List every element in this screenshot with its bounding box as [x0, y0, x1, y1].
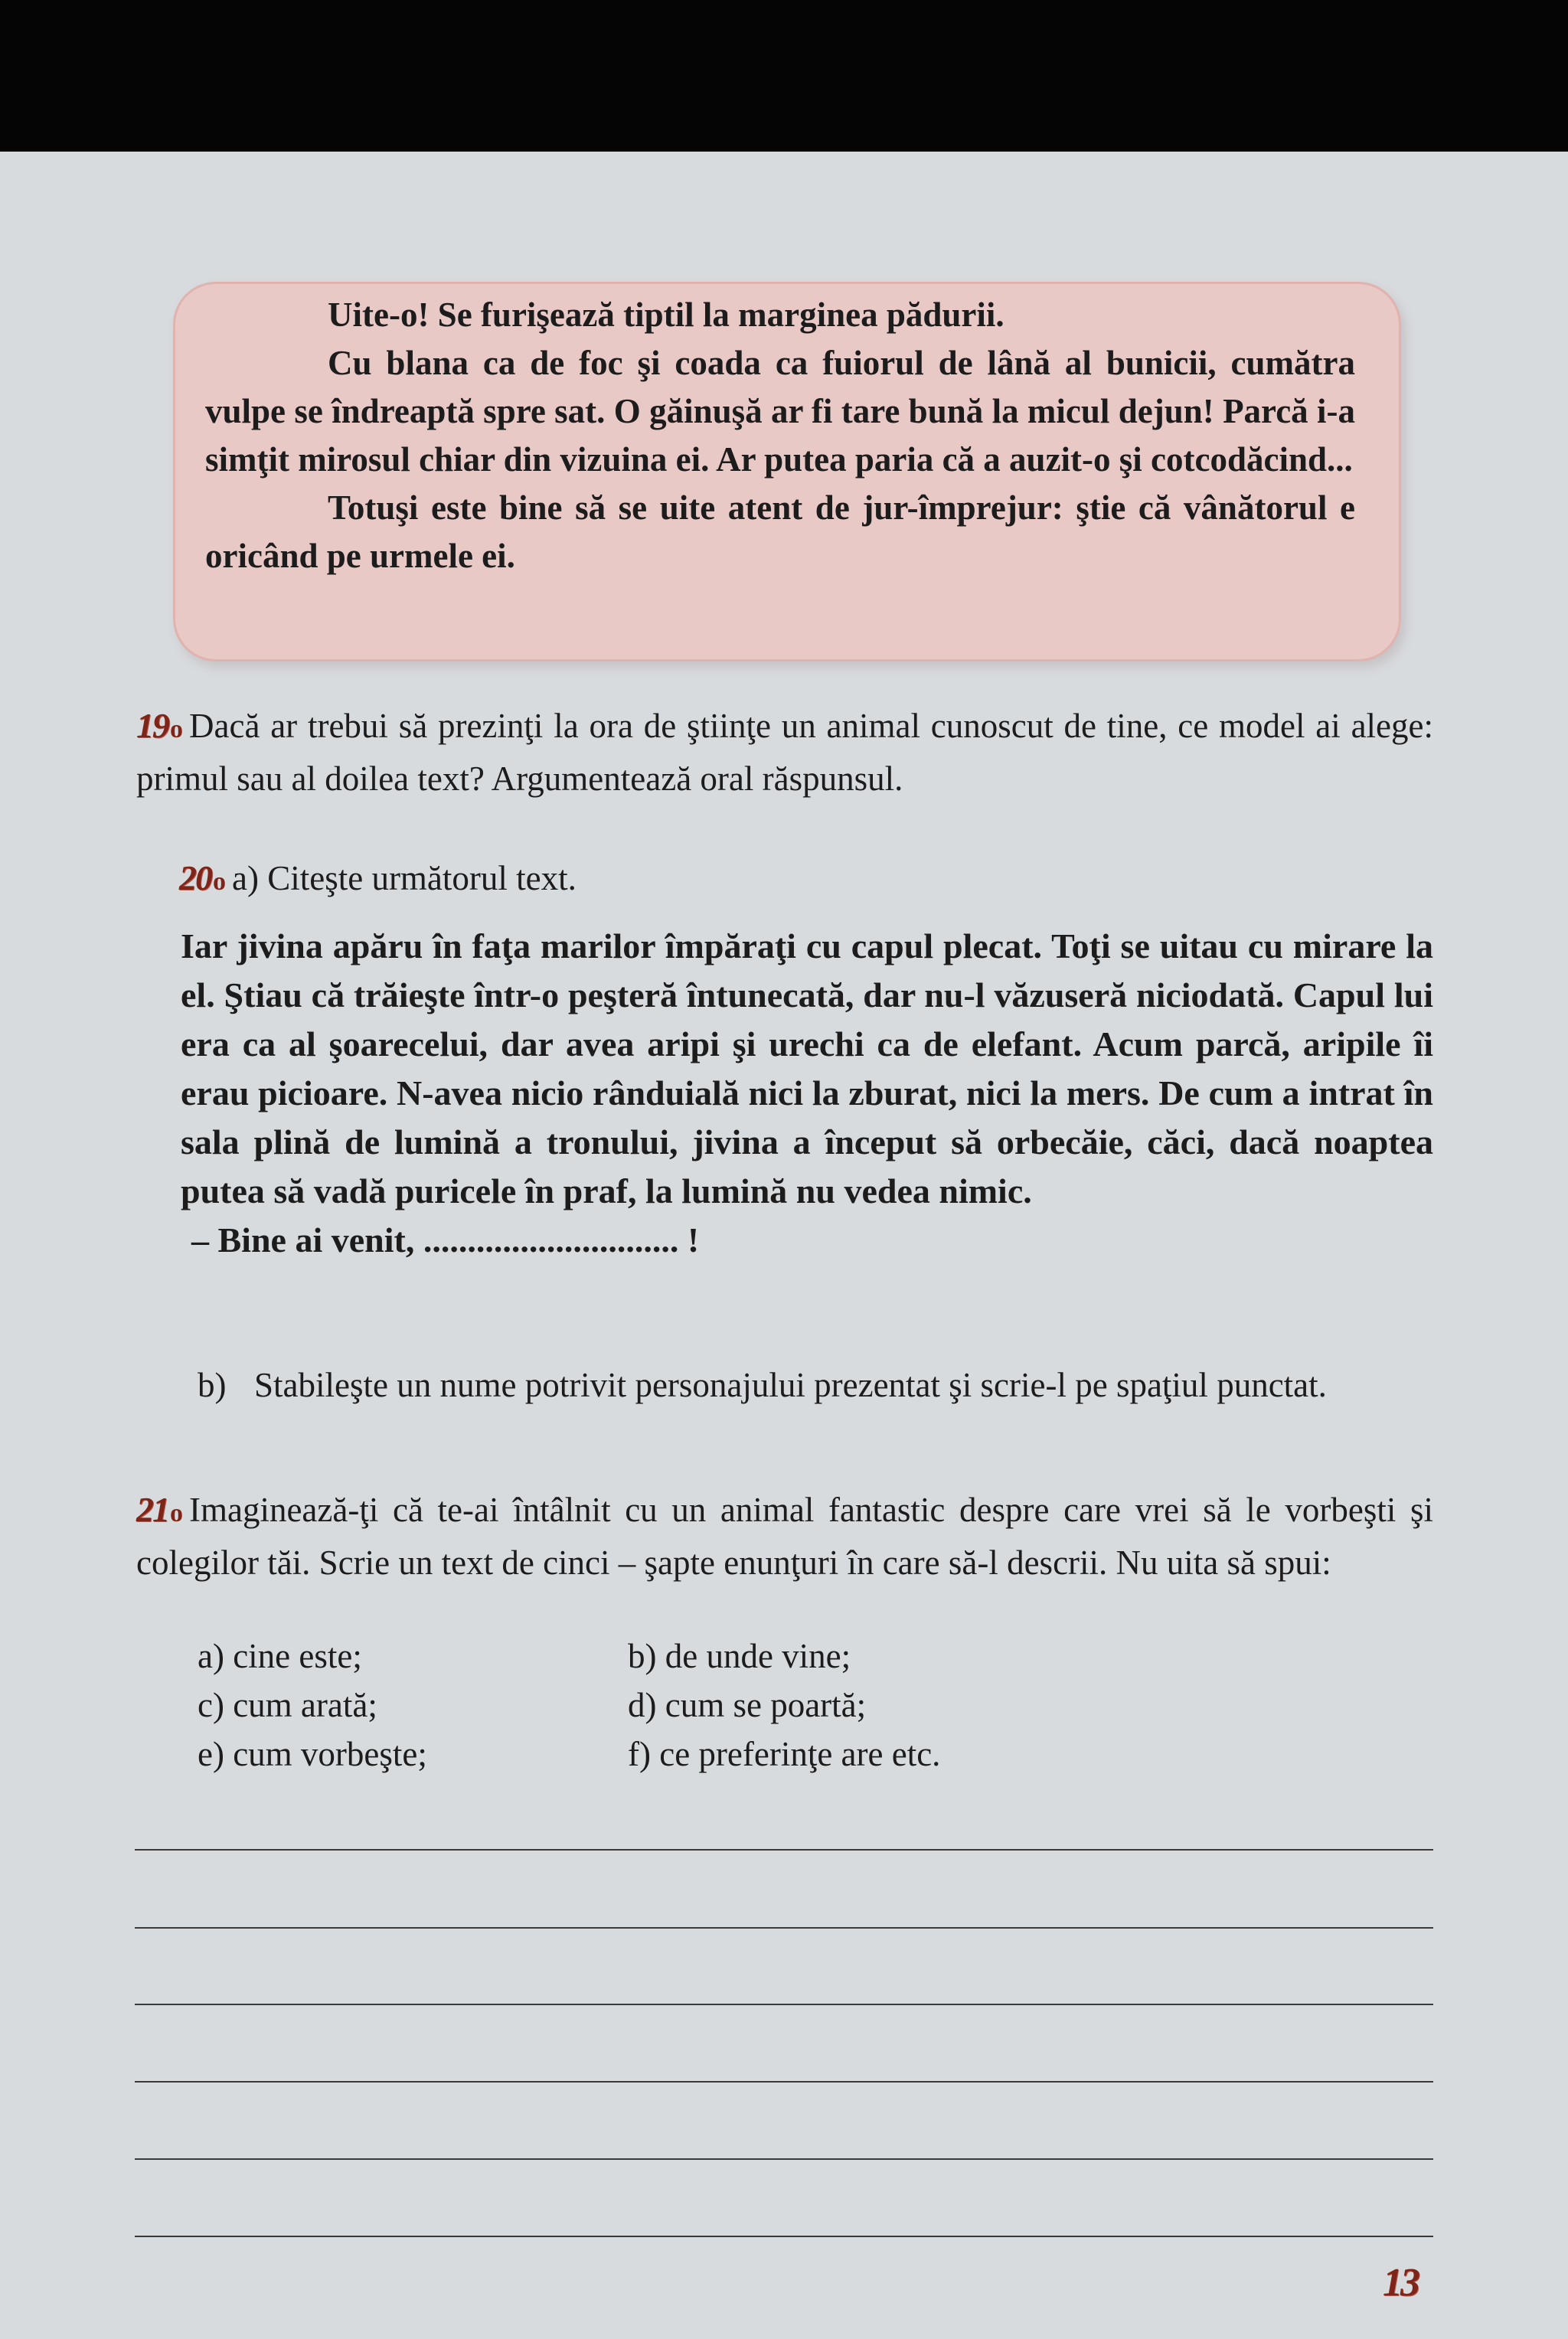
- exercise-19: 19o Dacă ar trebui să prezinţi la ora de ştiinţe un animal cunoscut de tine, ce model ai alege: primul sau al doilea text? Argumentează oral răspunsul.: [136, 701, 1433, 803]
- list-item: b) de unde vine;: [628, 1637, 851, 1675]
- fox-text: [205, 291, 1355, 580]
- fox-text-paragraph2: Cu blana ca de foc şi coada ca fuiorul de lână al bunicii, cumătra vulpe se îndreaptă spre sat. O găinuşă ar fi tare bună la micul dejun! Parcă i-a simţit mirosul chiar din vizuina ei. Ar putea paria că a auzit-o şi cotcodăcind...: [205, 344, 1355, 479]
- writing-line[interactable]: [135, 2158, 1433, 2160]
- list-item: c) cum arată;: [198, 1686, 377, 1724]
- writing-line[interactable]: [135, 2004, 1433, 2005]
- exercise-20-b-label: b): [198, 1366, 227, 1404]
- exercise-20-b-text: Stabileşte un nume potrivit personajului prezentat şi scrie-l pe spaţiul punctat.: [254, 1366, 1327, 1404]
- list-item: d) cum se poartă;: [628, 1686, 867, 1724]
- exercise-20-b: [198, 1361, 1433, 1410]
- scan-top-border: [0, 0, 1568, 152]
- exercise-19-number: 19: [136, 706, 168, 745]
- exercise-20-reading: [181, 922, 1433, 1265]
- exercise-21: 21o Imaginează-ţi că te-ai întâlnit cu un animal fantastic despre care vrei să le vorbeşti şi colegilor tăi. Scrie un text de cinci – şapte enunţuri în care să-l descrii. Nu uita să spui:: [136, 1485, 1433, 1587]
- writing-line[interactable]: [135, 1927, 1433, 1929]
- exercise-21-text: Imaginează-ţi că te-ai întâlnit cu un animal fantastic despre care vrei să le vorbeşti şi colegilor tăi. Scrie un text de cinci – şapte enunţuri în care să-l descrii. Nu uita să spui:: [136, 1491, 1433, 1582]
- list-item: a) cine este;: [198, 1637, 362, 1675]
- exercise-21-number: 21: [136, 1490, 168, 1529]
- writing-line[interactable]: [135, 2236, 1433, 2237]
- reading-dialog: – Bine ai venit, ............................. !: [191, 1220, 700, 1259]
- writing-line[interactable]: [135, 2081, 1433, 2083]
- writing-line[interactable]: [135, 1849, 1433, 1851]
- reading-text: Iar jivina apăru în faţa marilor împăraţi cu capul plecat. Toţi se uitau cu mirare la el. Ştiau că trăieşte într-o peşteră întunecată, dar nu-l văzuseră niciodată. Capul lui era ca al şoarecelui, dar avea aripi şi urechi ca de elefant. Acum parcă, aripile îi erau picioare. N-avea nicio rânduială nici la zburat, nici la mers. De cum a intrat în sala plină de lumină a tronului, jivina a început să orbecăie, căci, dacă noaptea putea să vadă puricele în praf, la lumină nu vedea nimic.: [181, 926, 1433, 1210]
- page-number: 13: [1383, 2261, 1418, 2305]
- exercise-20-a: a) Citeşte următorul text.: [232, 859, 577, 897]
- fox-text-paragraph3: Totuşi este bine să se uite atent de jur-împrejur: ştie că vânătorul e oricând pe urmele ei.: [205, 488, 1355, 575]
- exercise-19-text: Dacă ar trebui să prezinţi la ora de ştiinţe un animal cunoscut de tine, ce model ai alege: primul sau al doilea text? Argumentează oral răspunsul.: [136, 707, 1433, 798]
- exercise-20: 20o a) Citeşte următorul text.: [136, 854, 1433, 907]
- exercise-21-list: [198, 1632, 940, 1779]
- list-item: e) cum vorbeşte;: [198, 1735, 427, 1773]
- fox-text-line1: Uite-o! Se furişează tiptil la marginea pădurii.: [328, 296, 1004, 334]
- exercise-20-number: 20: [179, 858, 211, 897]
- list-item: f) ce preferinţe are etc.: [628, 1735, 941, 1773]
